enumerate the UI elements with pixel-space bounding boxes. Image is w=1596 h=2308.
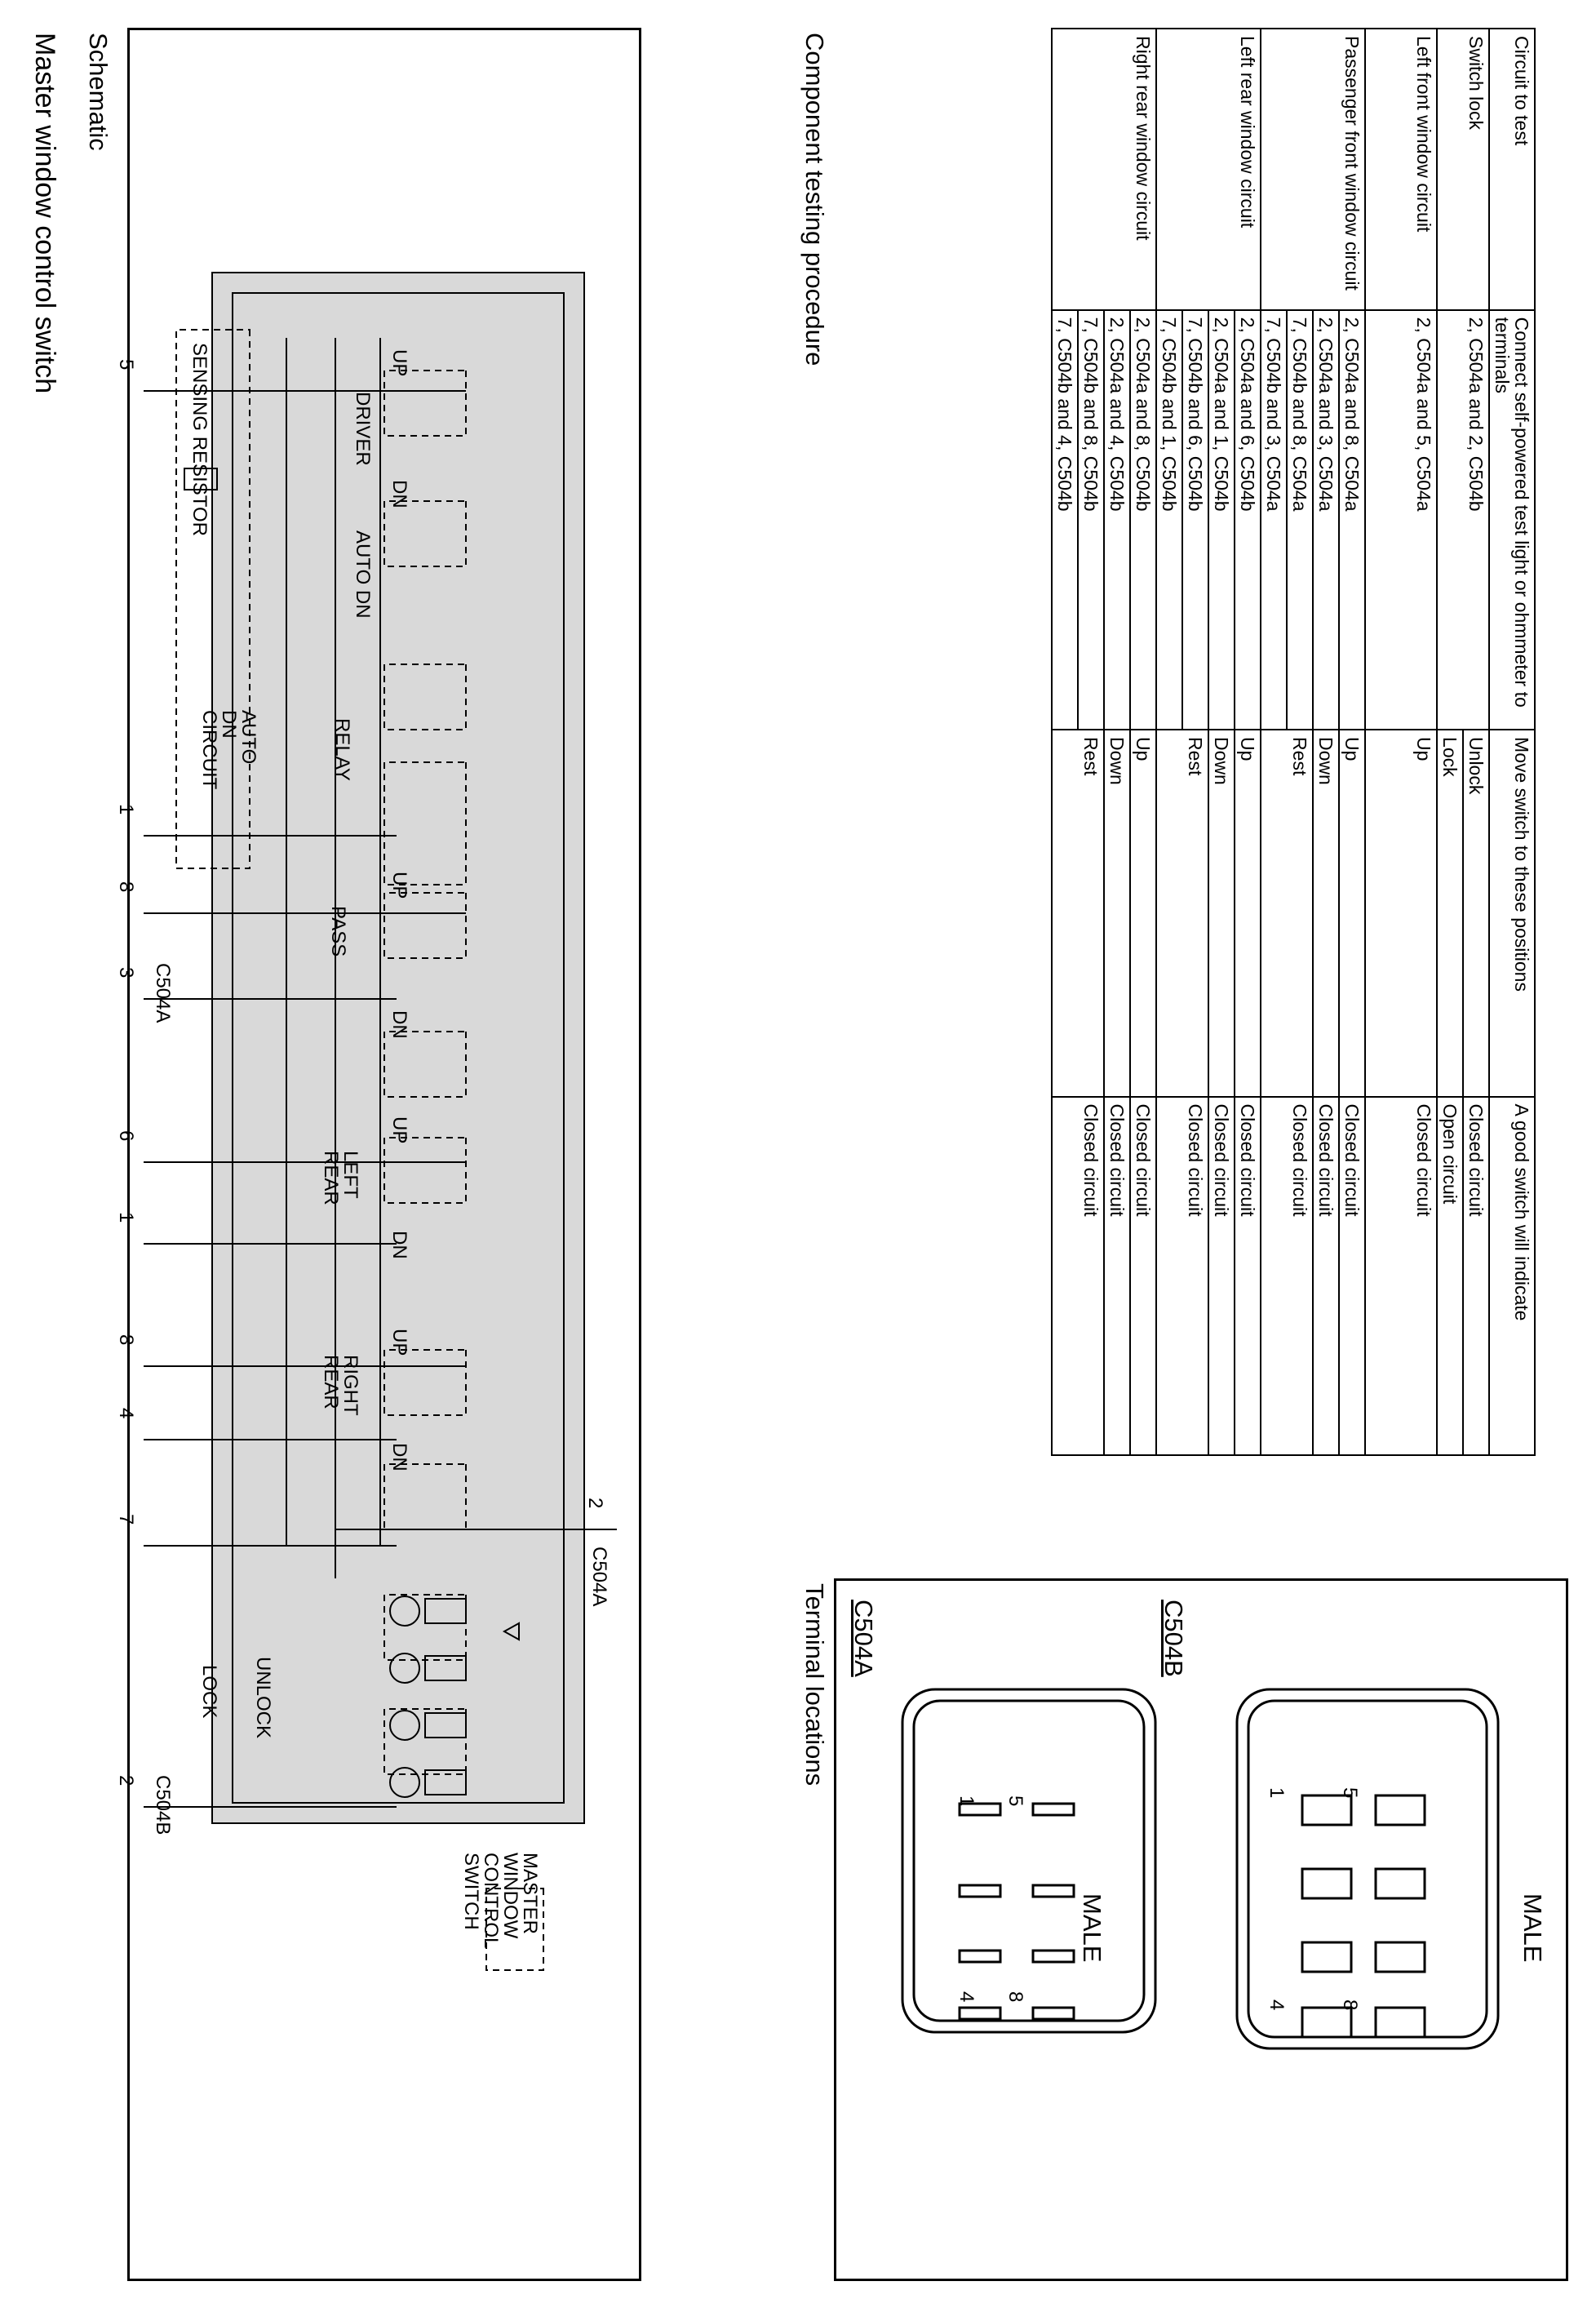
result-cell: Closed circuit [1313, 1097, 1339, 1455]
terminals-cell: 2, C504a and 1, C504b [1208, 310, 1235, 730]
table-row [1130, 29, 1156, 1455]
c504a-pin-label: C504A [152, 963, 174, 1023]
right-rear-up-label: UP [388, 1329, 410, 1356]
auto-dn-circuit-label: AUTO DN CIRCUIT [198, 710, 259, 790]
left-rear-up-label: UP [388, 1116, 410, 1144]
terminals-cell: 2, C504a and 5, C504a [1365, 310, 1437, 730]
result-cell: Closed circuit [1208, 1097, 1235, 1455]
left-rear-dn-label: DN [388, 1231, 410, 1259]
terminal-locations-heading: Terminal locations [800, 1583, 829, 1786]
pin-label: 7 [115, 1514, 137, 1525]
c504a-pin-1: 1 [955, 1795, 978, 1807]
position-cell: Down [1313, 730, 1339, 1096]
c504a-gender: MALE [1078, 1893, 1106, 1963]
position-cell: Up [1339, 730, 1365, 1096]
terminals-cell: 7, C504b and 4, C504b [1052, 310, 1078, 730]
terminals-cell: 7, C504b and 3, C504a [1261, 310, 1287, 730]
c504b-pin-1: 1 [1266, 1787, 1288, 1799]
result-cell: Closed circuit [1463, 1097, 1489, 1455]
auto-dn-label: AUTO DN [352, 530, 374, 619]
master-switch-label: MASTER WINDOW CONTROL SWITCH [460, 1853, 541, 1948]
pin-label: 2 [115, 1775, 137, 1786]
right-rear-label: RIGHT REAR [320, 1355, 361, 1416]
terminals-cell: 2, C504a and 8, C504a [1339, 310, 1365, 730]
schematic-heading: Schematic [84, 33, 113, 151]
terminals-cell: 7, C504b and 8, C504b [1078, 310, 1104, 730]
procedure-table [1051, 28, 1536, 1456]
circuit-cell: Passenger front window circuit [1261, 29, 1365, 310]
circuit-cell: Switch lock [1437, 29, 1489, 310]
procedure-heading: Component testing procedure [800, 33, 829, 366]
pin-label: 8 [115, 881, 137, 893]
top-c504a-label: C504A [588, 1547, 610, 1607]
unlock-label: UNLOCK [252, 1657, 274, 1739]
right-rear-dn-label: DN [388, 1443, 410, 1471]
c504a-pin-4: 4 [955, 1991, 978, 2003]
result-cell: Closed circuit [1104, 1097, 1130, 1455]
result-cell: Closed circuit [1235, 1097, 1261, 1455]
position-cell: Down [1104, 730, 1130, 1096]
terminals-cell: 7, C504b and 1, C504b [1156, 310, 1182, 730]
pin-label: 1 [115, 804, 137, 815]
terminals-cell: 2, C504a and 4, C504b [1104, 310, 1130, 730]
driver-up-label: UP [388, 349, 410, 377]
pass-label: PASS [327, 906, 349, 957]
result-cell: Open circuit [1437, 1097, 1463, 1455]
relay-label: RELAY [331, 718, 353, 781]
left-rear-label: LEFT REAR [320, 1151, 361, 1205]
terminals-cell: 7, C504b and 6, C504b [1182, 310, 1208, 730]
table-row [1463, 29, 1489, 1455]
pass-dn-label: DN [388, 1010, 410, 1039]
pin-label: 4 [115, 1408, 137, 1419]
terminals-cell: 2, C504a and 3, C504a [1313, 310, 1339, 730]
table-row [1339, 29, 1365, 1455]
top-pin-label: 2 [584, 1498, 606, 1509]
result-cell: Closed circuit [1365, 1097, 1437, 1455]
table-header [1489, 29, 1535, 1455]
circuit-cell: Left front window circuit [1365, 29, 1437, 310]
page-title: Master window control switch [29, 33, 60, 394]
c504b-pin-8: 8 [1339, 2000, 1361, 2011]
c504b-pin-5: 5 [1339, 1787, 1361, 1799]
result-cell: Closed circuit [1130, 1097, 1156, 1455]
pass-up-label: UP [388, 872, 410, 899]
position-cell: Unlock [1463, 730, 1489, 1096]
header-cell: Connect self-powered test light or ohmmeter to terminals [1489, 310, 1535, 730]
pin-label: 3 [115, 967, 137, 979]
c504a-pin-8: 8 [1004, 1991, 1026, 2003]
result-cell: Closed circuit [1339, 1097, 1365, 1455]
c504a-connector [894, 1681, 1164, 2040]
sensing-resistor-label: SENSING RESISTOR [188, 343, 211, 536]
position-cell: Rest [1052, 730, 1104, 1096]
table-row [1235, 29, 1261, 1455]
c504a-title: C504A [849, 1600, 878, 1677]
pin-label: 1 [115, 1212, 137, 1223]
circuit-cell: Right rear window circuit [1052, 29, 1156, 310]
pin-label: 8 [115, 1334, 137, 1346]
terminals-cell: 2, C504a and 8, C504b [1130, 310, 1156, 730]
position-cell: Rest [1156, 730, 1208, 1096]
header-cell: Move switch to these positions [1489, 730, 1535, 1096]
result-cell: Closed circuit [1156, 1097, 1208, 1455]
terminals-cell: 2, C504a and 2, C504b [1437, 310, 1489, 730]
position-cell: Down [1208, 730, 1235, 1096]
header-cell: A good switch will indicate [1489, 1097, 1535, 1455]
c504b-pin-4: 4 [1266, 2000, 1288, 2011]
table-row [1365, 29, 1437, 1455]
driver-label: DRIVER [352, 392, 374, 466]
result-cell: Closed circuit [1261, 1097, 1313, 1455]
terminals-cell: 7, C504b and 8, C504a [1287, 310, 1313, 730]
position-cell: Rest [1261, 730, 1313, 1096]
position-cell: Up [1130, 730, 1156, 1096]
c504b-title: C504B [1159, 1600, 1188, 1677]
lock-label: LOCK [198, 1665, 220, 1719]
c504b-pin-label: C504B [152, 1775, 174, 1835]
pin-label: 5 [115, 359, 137, 371]
header-cell: Circuit to test [1489, 29, 1535, 310]
position-cell: Lock [1437, 730, 1463, 1096]
driver-dn-label: DN [388, 480, 410, 508]
pin-label: 6 [115, 1130, 137, 1142]
circuit-cell: Left rear window circuit [1156, 29, 1261, 310]
position-cell: Up [1235, 730, 1261, 1096]
c504b-gender: MALE [1518, 1893, 1547, 1963]
terminals-cell: 2, C504a and 6, C504b [1235, 310, 1261, 730]
position-cell: Up [1365, 730, 1437, 1096]
c504a-pin-5: 5 [1004, 1795, 1026, 1807]
result-cell: Closed circuit [1052, 1097, 1104, 1455]
